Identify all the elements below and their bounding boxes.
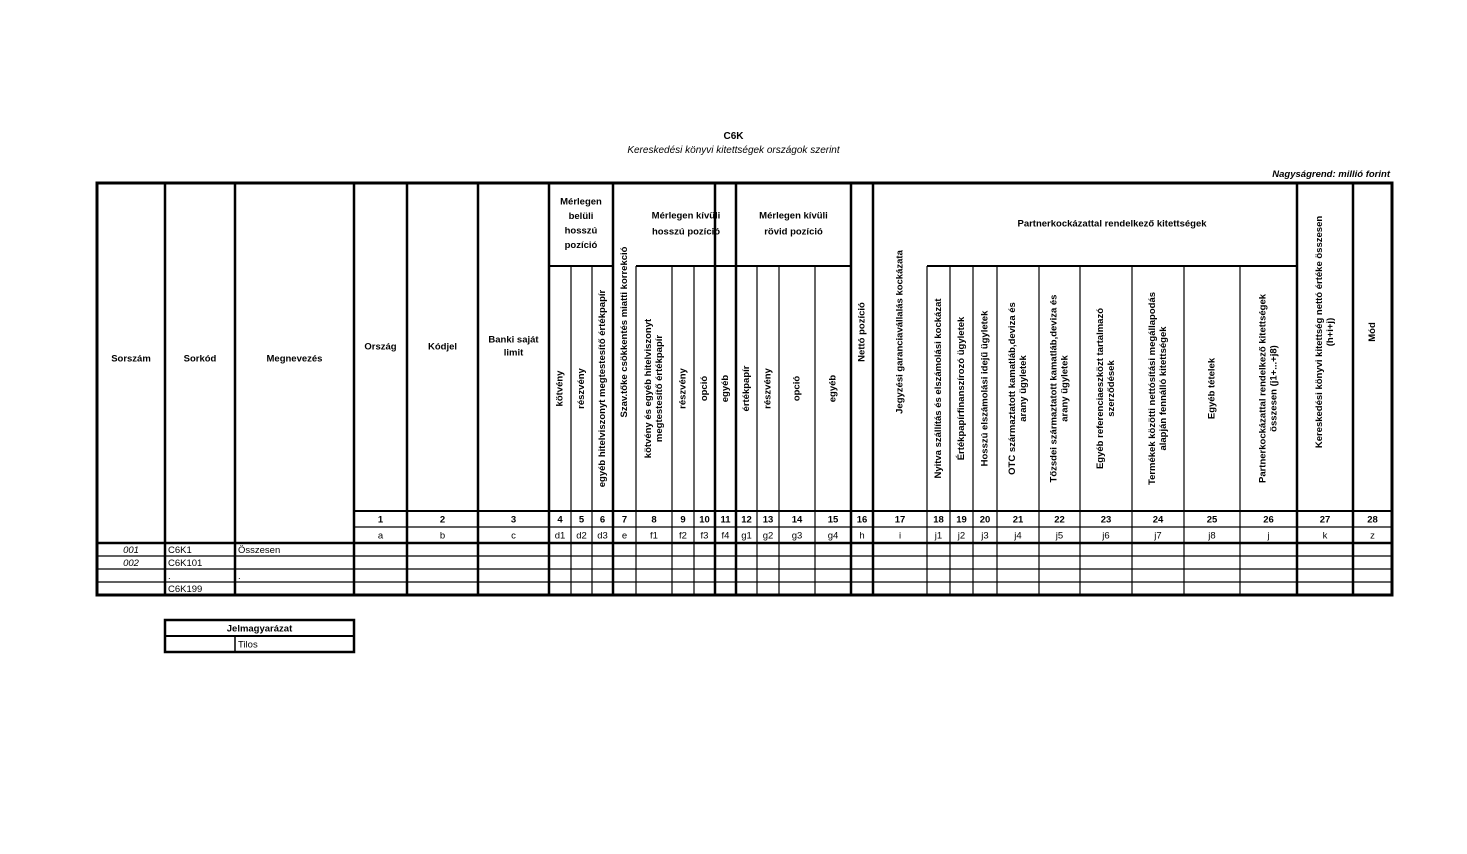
- legend-title: Jelmagyarázat: [226, 623, 293, 635]
- column-number: 10: [699, 514, 710, 526]
- header-vertical: Partnerkockázattal rendelkező kitettségek: [1257, 293, 1269, 484]
- column-number: 24: [1152, 514, 1164, 526]
- column-code: d1: [554, 530, 566, 542]
- column-code: z: [1370, 530, 1375, 542]
- unit-note: Nagyságrend: millió forint: [1272, 169, 1390, 180]
- column-number: 4: [557, 514, 563, 526]
- header-vertical: arany ügyletek: [1018, 355, 1030, 422]
- report-title: Kereskedési könyvi kitettségek országok szerint: [627, 145, 840, 156]
- column-code: g1: [741, 530, 752, 542]
- column-number: 14: [791, 514, 803, 526]
- header-vertical: OTC származtatott kamatláb,deviza és: [1007, 302, 1019, 475]
- header-vertical: opció: [791, 375, 803, 402]
- column-number: 25: [1206, 514, 1218, 526]
- column-code: f1: [650, 530, 658, 542]
- header-vertical: részvény: [762, 368, 774, 409]
- column-code: j2: [957, 530, 966, 542]
- report-code: C6K: [723, 131, 744, 142]
- header-merlegen-beluli: belüli: [568, 211, 594, 223]
- header-merlegen-beluli: Mérlegen: [560, 196, 602, 208]
- header-merlegen-kivuli-rovid: Mérlegen kívüli: [759, 210, 828, 222]
- header-banki-limit: Banki saját: [488, 334, 539, 346]
- header-merlegen-kivuli-rovid: rövid pozíció: [764, 226, 823, 238]
- column-number: 2: [439, 514, 446, 526]
- header-vertical: Nyitva szállítás és elszámolási kockázat: [933, 298, 945, 479]
- column-code: b: [439, 530, 446, 542]
- header-vertical: Hosszú elszámolási idejű ügyletek: [979, 310, 991, 467]
- column-number: 6: [599, 514, 606, 526]
- header-vertical: arany ügyletek: [1059, 355, 1071, 422]
- header-vertical: megtestesítő értékpapír: [654, 334, 666, 443]
- header-vertical: értékpapír: [741, 365, 753, 412]
- header-merlegen-kivuli-hosszu: Mérlegen kívüli: [651, 210, 721, 222]
- column-number: 12: [741, 514, 752, 526]
- column-code: j: [1267, 530, 1270, 542]
- column-code: f2: [679, 530, 687, 542]
- column-number: 22: [1054, 514, 1065, 526]
- column-code: i: [898, 530, 902, 542]
- column-number: 17: [894, 514, 906, 526]
- header-vertical: Egyéb tételek: [1206, 357, 1218, 420]
- header-vertical: Szav.tőke csökkentés miatti korrekció: [619, 246, 631, 418]
- header-merlegen-beluli: pozíció: [564, 240, 598, 252]
- header-vertical: kötvény: [554, 370, 566, 407]
- column-code: j4: [1014, 530, 1022, 542]
- header-megnevezes: Megnevezés: [266, 353, 323, 365]
- column-code: j5: [1055, 530, 1064, 542]
- column-code: d3: [597, 530, 608, 542]
- header-banki-limit: limit: [503, 347, 524, 359]
- column-code: h: [859, 530, 865, 542]
- header-vertical: Mód: [1367, 322, 1379, 342]
- header-vertical: kötvény és egyéb hitelviszonyt: [643, 318, 655, 459]
- column-number: 5: [578, 514, 585, 526]
- header-orszag: Ország: [364, 341, 397, 353]
- row-megnevezes: Összesen: [238, 545, 281, 557]
- column-code: k: [1322, 530, 1328, 542]
- header-vertical: Tőzsdei származtatott kamatláb,deviza és: [1048, 294, 1060, 483]
- row-megnevezes: .: [238, 571, 241, 583]
- column-code: j7: [1154, 530, 1162, 542]
- header-vertical: Termékek közötti nettósítási megállapodás: [1147, 291, 1159, 486]
- column-code: g2: [762, 530, 774, 542]
- row-sorkod: C6K199: [168, 584, 203, 596]
- column-number: 13: [762, 514, 774, 526]
- column-number: 28: [1367, 514, 1378, 526]
- header-vertical: egyéb hitelviszonyt megtestesítő értékpapír: [597, 289, 609, 488]
- header-kodjel: Kódjel: [427, 341, 458, 353]
- column-code: d2: [576, 530, 587, 542]
- legend-item: Tilos: [238, 639, 258, 651]
- column-code: j8: [1208, 530, 1216, 542]
- column-number: 19: [956, 514, 967, 526]
- column-code: g4: [827, 530, 839, 542]
- column-number: 11: [720, 514, 731, 526]
- header-merlegen-kivuli-hosszu: hosszú pozíció: [651, 226, 721, 238]
- row-sorkod: C6K101: [168, 558, 203, 570]
- header-merlegen-beluli: hosszú: [564, 225, 598, 237]
- column-code: f4: [721, 530, 730, 542]
- column-number: 16: [856, 514, 868, 526]
- header-vertical: szerződések: [1106, 360, 1118, 417]
- header-vertical: Értékpapírfinanszírozó ügyletek: [956, 316, 968, 461]
- column-code: e: [621, 530, 628, 542]
- header-vertical: Jegyzési garanciavállalás kockázata: [894, 250, 906, 414]
- column-number: 7: [621, 514, 628, 526]
- header-vertical: összesen (j1+...+j8): [1268, 345, 1280, 432]
- column-number: 1: [377, 514, 384, 526]
- column-number: 26: [1263, 514, 1274, 526]
- row-sorszam: 002: [123, 558, 139, 570]
- header-vertical: egyéb: [720, 374, 732, 403]
- column-code: j1: [934, 530, 943, 542]
- header-sorszam: Sorszám: [111, 353, 151, 365]
- column-number: 8: [651, 514, 657, 526]
- column-number: 21: [1012, 514, 1024, 526]
- header-vertical: Egyéb referenciaeszközt tartalmazó: [1095, 307, 1107, 470]
- row-sorkod: .: [168, 571, 171, 583]
- column-number: 9: [680, 514, 686, 526]
- column-number: 15: [827, 514, 839, 526]
- column-number: 27: [1319, 514, 1331, 526]
- header-vertical: részvény: [677, 368, 689, 409]
- header-vertical: Nettó pozíció: [856, 302, 868, 362]
- column-number: 18: [933, 514, 944, 526]
- column-number: 20: [979, 514, 991, 526]
- column-code: j3: [981, 530, 989, 542]
- column-number: 3: [510, 514, 517, 526]
- column-number: 23: [1100, 514, 1112, 526]
- header-vertical: részvény: [576, 368, 588, 409]
- column-code: f3: [700, 530, 709, 542]
- column-code: a: [377, 530, 384, 542]
- row-sorszam: 001: [123, 545, 139, 557]
- column-code: j6: [1102, 530, 1110, 542]
- header-vertical: (h+i+j): [1325, 317, 1337, 347]
- header-vertical: Kereskedési könyvi kitettség nettó értéke összesen: [1314, 215, 1326, 449]
- header-vertical: opció: [699, 375, 711, 402]
- column-code: g3: [791, 530, 803, 542]
- header-partner: Partnerkockázattal rendelkező kitettségek: [1017, 218, 1207, 230]
- header-vertical: alapján fennálló kitettségek: [1158, 326, 1170, 451]
- header-sorkod: Sorkód: [183, 353, 217, 365]
- column-code: c: [511, 530, 516, 542]
- row-sorkod: C6K1: [168, 545, 192, 557]
- header-vertical: egyéb: [827, 374, 839, 403]
